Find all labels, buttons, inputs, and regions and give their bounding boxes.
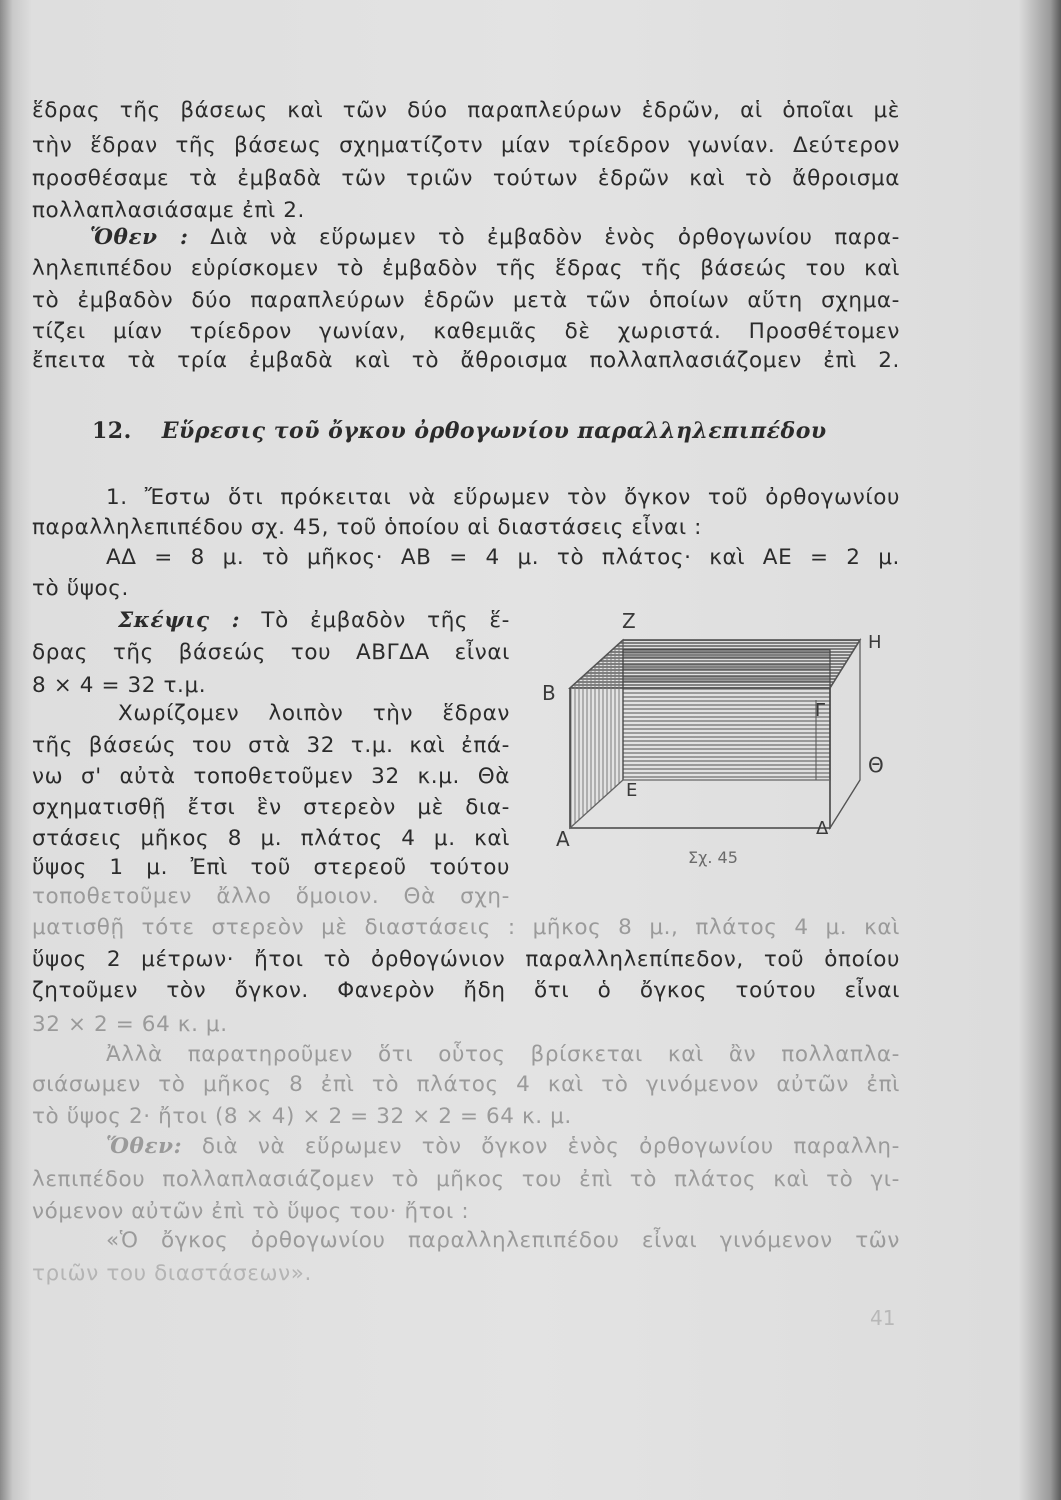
label-z: Z xyxy=(622,609,636,633)
text-line: ληλεπιπέδου εὑρίσκομεν τὸ ἐμβαδὸν τῆς ἕδρας τῆς βάσεώς του καὶ xyxy=(32,256,900,281)
text-line: τοποθετοῦμεν ἄλλο ὅμοιον. Θὰ σχη- xyxy=(32,884,510,909)
left-face xyxy=(570,640,623,828)
front-face xyxy=(623,650,830,780)
label-b: B xyxy=(542,681,556,705)
text-line: πολλαπλασιάσαμε ἐπὶ 2. xyxy=(32,198,305,223)
text-span: Τὸ ἐμβαδὸν τῆς ἕ- xyxy=(240,608,510,633)
label-gamma: Γ xyxy=(815,700,826,721)
base-edge xyxy=(830,780,860,828)
figure-caption: Σχ. 45 xyxy=(688,848,738,867)
text-line xyxy=(106,1132,900,1162)
label-a: Α xyxy=(556,827,570,851)
text-line: τῆς βάσεώς του στὰ 32 τ.μ. καὶ ἐπά- xyxy=(32,733,510,758)
text-line: νόμενον αὐτῶν ἐπὶ τὸ ὕψος του· ἤτοι : xyxy=(32,1199,470,1224)
text-line: τριῶν του διαστάσεων». xyxy=(32,1261,312,1286)
label-d: Δ xyxy=(816,818,829,839)
emphasis-skepsis: Σκέψις : xyxy=(118,608,241,633)
text-span: Διὰ νὰ εὕρωμεν τὸ ἐμβαδὸν ἑνὸς ὀρθογωνίου παρα- xyxy=(188,225,900,250)
text-line: ὕψος 2 μέτρων· ἤτοι τὸ ὀρθογώνιον παραλληλεπίπεδον, τοῦ ὁποίου xyxy=(32,947,900,972)
text-line xyxy=(118,606,510,636)
label-theta: Θ xyxy=(868,753,884,777)
label-e: Ε xyxy=(626,780,638,801)
text-span: διὰ νὰ εὕρωμεν τὸν ὄγκον ἑνὸς ὀρθογωνίου παραλλη- xyxy=(182,1134,900,1159)
text-line: Ἀλλὰ παρατηροῦμεν ὅτι οὗτος βρίσκεται καὶ ἂν πολλαπλα- xyxy=(106,1042,900,1067)
text-line: Χωρίζομεν λοιπὸν τὴν ἕδραν xyxy=(118,701,510,726)
text-line xyxy=(90,223,900,253)
text-line: τὸ ἐμβαδὸν δύο παραπλεύρων ἑδρῶν μετὰ τῶν ὁποίων αὕτη σχημα- xyxy=(32,288,900,313)
text-line: νω σ' αὐτὰ τοποθετοῦμεν 32 κ.μ. Θὰ xyxy=(32,764,510,789)
text-line: 8 × 4 = 32 τ.μ. xyxy=(32,673,207,698)
text-line: τὸ ὕψος. xyxy=(32,576,129,601)
text-line: προσθέσαμε τὰ ἐμβαδὰ τῶν τριῶν τούτων ἑδρῶν καὶ τὸ ἄθροισμα xyxy=(32,166,900,191)
text-line: ζητοῦμεν τὸν ὄγκον. Φανερὸν ἤδη ὅτι ὁ ὄγκος τούτου εἶναι xyxy=(32,978,900,1003)
figure-45 xyxy=(530,600,900,890)
label-h: H xyxy=(868,632,882,653)
text-line: λεπιπέδου πολλαπλασιάζομεν τὸ μῆκος του ἐπὶ τὸ πλάτος καὶ τὸ γι- xyxy=(32,1167,900,1192)
text-line: τὴν ἕδραν τῆς βάσεως σχηματίζοτν μίαν τρίεδρον γωνίαν. Δεύτερον xyxy=(32,133,900,158)
text-line: 32 × 2 = 64 κ. μ. xyxy=(32,1012,228,1037)
section-number: 12. xyxy=(92,418,132,444)
text-line: στάσεις μῆκος 8 μ. πλάτος 4 μ. καὶ xyxy=(32,826,510,851)
text-line: «Ὁ ὄγκος ὀρθογωνίου παραλληλεπιπέδου εἶναι γινόμενον τῶν xyxy=(106,1228,900,1253)
emphasis-othen: Ὅθεν : xyxy=(90,225,189,250)
text-line: 1. Ἔστω ὅτι πρόκειται νὰ εὕρωμεν τὸν ὄγκον τοῦ ὀρθογωνίου xyxy=(106,485,900,510)
text-line: σιάσωμεν τὸ μῆκος 8 ἐπὶ τὸ πλάτος 4 καὶ τὸ γινόμενον αὐτῶν ἐπὶ xyxy=(32,1072,900,1097)
section-heading xyxy=(92,418,827,444)
text-line: δρας τῆς βάσεώς του ΑΒΓΔΑ εἶναι xyxy=(32,640,510,665)
text-line: ὕψος 1 μ. Ἐπὶ τοῦ στερεοῦ τούτου xyxy=(32,855,510,880)
text-line: σχηματισθῇ ἔτσι ἓν στερεὸν μὲ δια- xyxy=(32,795,510,820)
text-line: ἕδρας τῆς βάσεως καὶ τῶν δύο παραπλεύρων ἑδρῶν, αἱ ὁποῖαι μὲ xyxy=(32,98,900,123)
text-line: ἔπειτα τὰ τρία ἐμβαδὰ καὶ τὸ ἄθροισμα πολλαπλασιάζομεν ἐπὶ 2. xyxy=(32,348,900,373)
text-line: ματισθῇ τότε στερεὸν μὲ διαστάσεις : μῆκος 8 μ., πλάτος 4 μ. καὶ xyxy=(32,915,900,940)
emphasis-othen-2: Ὅθεν: xyxy=(106,1134,183,1159)
text-line: τίζει μίαν τρίεδρον γωνίαν, καθεμιᾶς δὲ χωριστά. Προσθέτομεν xyxy=(32,319,900,344)
text-line: τὸ ὕψος 2· ἤτοι (8 × 4) × 2 = 32 × 2 = 64 κ. μ. xyxy=(32,1104,572,1129)
page-number: 41 xyxy=(870,1306,896,1330)
text-line: παραλληλεπιπέδου σχ. 45, τοῦ ὁποίου αἱ διαστάσεις εἶναι : xyxy=(32,515,703,540)
text-line: ΑΔ = 8 μ. τὸ μῆκος· ΑΒ = 4 μ. τὸ πλάτος· καὶ ΑΕ = 2 μ. xyxy=(106,545,900,570)
section-title: Εὕρεσις τοῦ ὄγκου ὀρθογωνίου παραλληλεπιπέδου xyxy=(161,418,827,444)
